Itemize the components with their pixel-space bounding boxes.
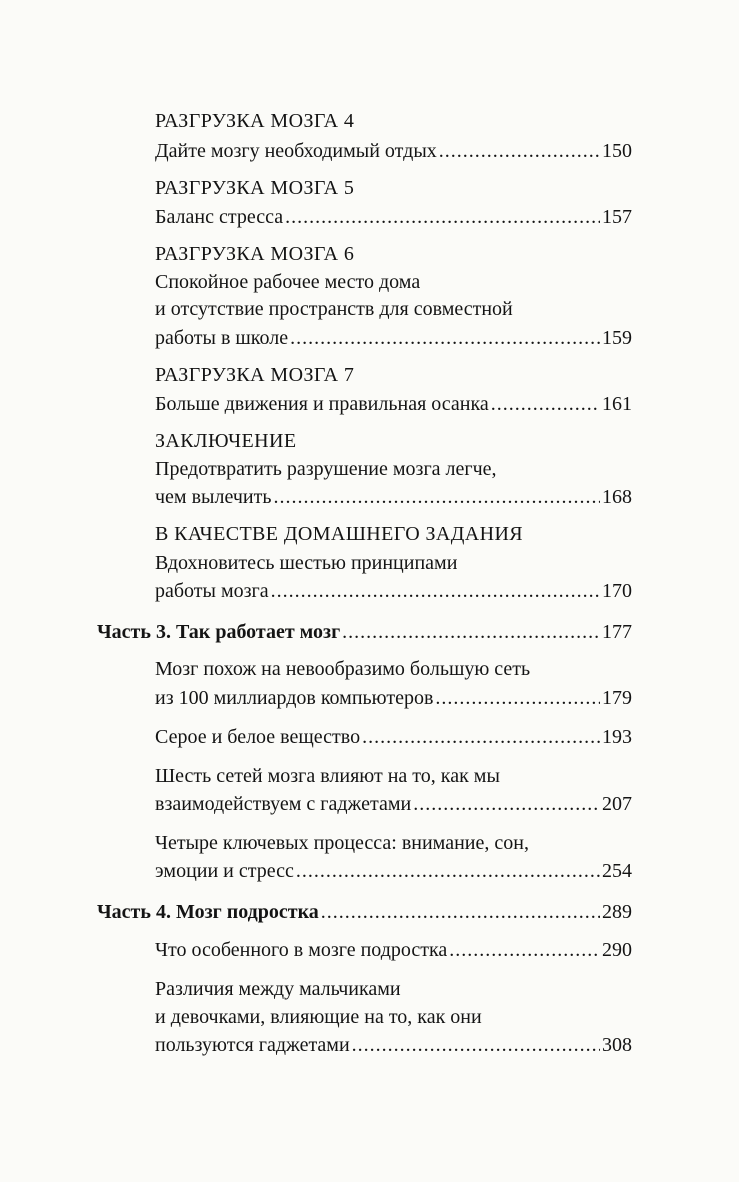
toc-entry-title: Серое и белое вещество (155, 726, 361, 748)
leader-dots (435, 683, 600, 713)
toc-entry-title: из 100 миллиардов компьютеров (155, 687, 434, 709)
page-number: 170 (602, 580, 632, 602)
toc-entry[interactable] (155, 722, 632, 752)
toc-entry-title: Что особенного в мозге подростка (155, 939, 448, 961)
toc-part-heading[interactable] (97, 897, 632, 927)
leader-dots (413, 789, 600, 819)
toc-heading-text: РАЗГРУЗКА МОЗГА 5 (155, 177, 355, 199)
toc-heading-text: РАЗГРУЗКА МОЗГА 7 (155, 364, 355, 386)
leader-dots (321, 897, 600, 927)
toc-entry[interactable] (155, 1030, 632, 1060)
toc-entry[interactable] (155, 789, 632, 819)
leader-dots (342, 617, 600, 647)
toc-entry[interactable] (155, 856, 632, 886)
toc-entry-title: работы в школе (155, 327, 289, 349)
toc-entry-title: работы мозга (155, 580, 269, 602)
page-number: 161 (602, 393, 632, 415)
toc-entry-line[interactable] (155, 828, 632, 858)
toc-entry[interactable] (155, 683, 632, 713)
leader-dots (271, 576, 600, 606)
toc-entry-title: Дайте мозгу необходимый отдых (155, 140, 437, 162)
page-number: 157 (602, 206, 632, 228)
toc-entry[interactable] (155, 202, 632, 232)
part-title: Часть 3. Так работает мозг (97, 621, 341, 643)
page-number: 159 (602, 327, 632, 349)
leader-dots (285, 202, 600, 232)
toc-entry-line[interactable] (155, 761, 632, 791)
toc-heading (155, 173, 632, 203)
toc-entry-title: Мозг похож на невообразимо большую сеть (155, 658, 531, 680)
leader-dots (491, 389, 600, 419)
toc-entry-title: Вдохновитесь шестью принципами (155, 552, 458, 574)
toc-entry-title: Предотвратить разрушение мозга легче, (155, 458, 497, 480)
toc-entry-title: Больше движения и правильная осанка (155, 393, 489, 415)
leader-dots (449, 935, 600, 965)
toc-heading-text: РАЗГРУЗКА МОЗГА 6 (155, 243, 355, 265)
toc-heading (155, 519, 632, 549)
page-number: 179 (602, 687, 632, 709)
toc-entry-line[interactable] (155, 454, 632, 484)
page-number: 150 (602, 140, 632, 162)
toc-entry-title: взаимодействуем с гаджетами (155, 793, 412, 815)
toc-entry-line[interactable] (155, 548, 632, 578)
page-number: 289 (602, 901, 632, 923)
toc-heading (155, 360, 632, 390)
toc-entry-line[interactable] (155, 974, 632, 1004)
toc-part-heading[interactable] (97, 617, 632, 647)
leader-dots (296, 856, 600, 886)
page-number: 177 (602, 621, 632, 643)
part-title: Часть 4. Мозг подростка (97, 901, 319, 923)
toc-entry[interactable] (155, 576, 632, 606)
toc-entry-title: Различия между мальчиками (155, 978, 401, 1000)
toc-heading-text: ЗАКЛЮЧЕНИЕ (155, 430, 297, 452)
toc-entry[interactable] (155, 323, 632, 353)
toc-entry-title: и отсутствие пространств для совместной (155, 298, 513, 320)
page-number: 308 (602, 1034, 632, 1056)
toc-heading (155, 426, 632, 456)
toc-entry[interactable] (155, 482, 632, 512)
toc-entry-title: эмоции и стресс (155, 860, 294, 882)
page-number: 207 (602, 793, 632, 815)
page-number: 290 (602, 939, 632, 961)
toc-entry-title: Четыре ключевых процесса: внимание, сон, (155, 832, 529, 854)
toc-entry-title: Шесть сетей мозга влияют на то, как мы (155, 765, 500, 787)
leader-dots (362, 722, 600, 752)
leader-dots (290, 323, 600, 353)
toc-entry-line[interactable] (155, 267, 632, 297)
toc-entry[interactable] (155, 136, 632, 166)
page-number: 254 (602, 860, 632, 882)
toc-heading-text: В КАЧЕСТВЕ ДОМАШНЕГО ЗАДАНИЯ (155, 523, 524, 545)
toc-entry-title: чем вылечить (155, 486, 272, 508)
toc-entry-line[interactable] (155, 654, 632, 684)
toc-entry[interactable] (155, 389, 632, 419)
leader-dots (352, 1030, 600, 1060)
toc-heading-text: РАЗГРУЗКА МОЗГА 4 (155, 110, 355, 132)
leader-dots (273, 482, 600, 512)
toc-entry-line[interactable] (155, 294, 632, 324)
page-number: 168 (602, 486, 632, 508)
toc-heading (155, 239, 632, 269)
toc-entry-line[interactable] (155, 1002, 632, 1032)
toc-entry-title: Баланс стресса (155, 206, 284, 228)
leader-dots (439, 136, 600, 166)
toc-entry-title: Спокойное рабочее место дома (155, 271, 421, 293)
toc-heading (155, 106, 632, 136)
page-number: 193 (602, 726, 632, 748)
toc-entry-title: и девочками, влияющие на то, как они (155, 1006, 482, 1028)
toc-entry-title: пользуются гаджетами (155, 1034, 350, 1056)
toc-entry[interactable] (155, 935, 632, 965)
